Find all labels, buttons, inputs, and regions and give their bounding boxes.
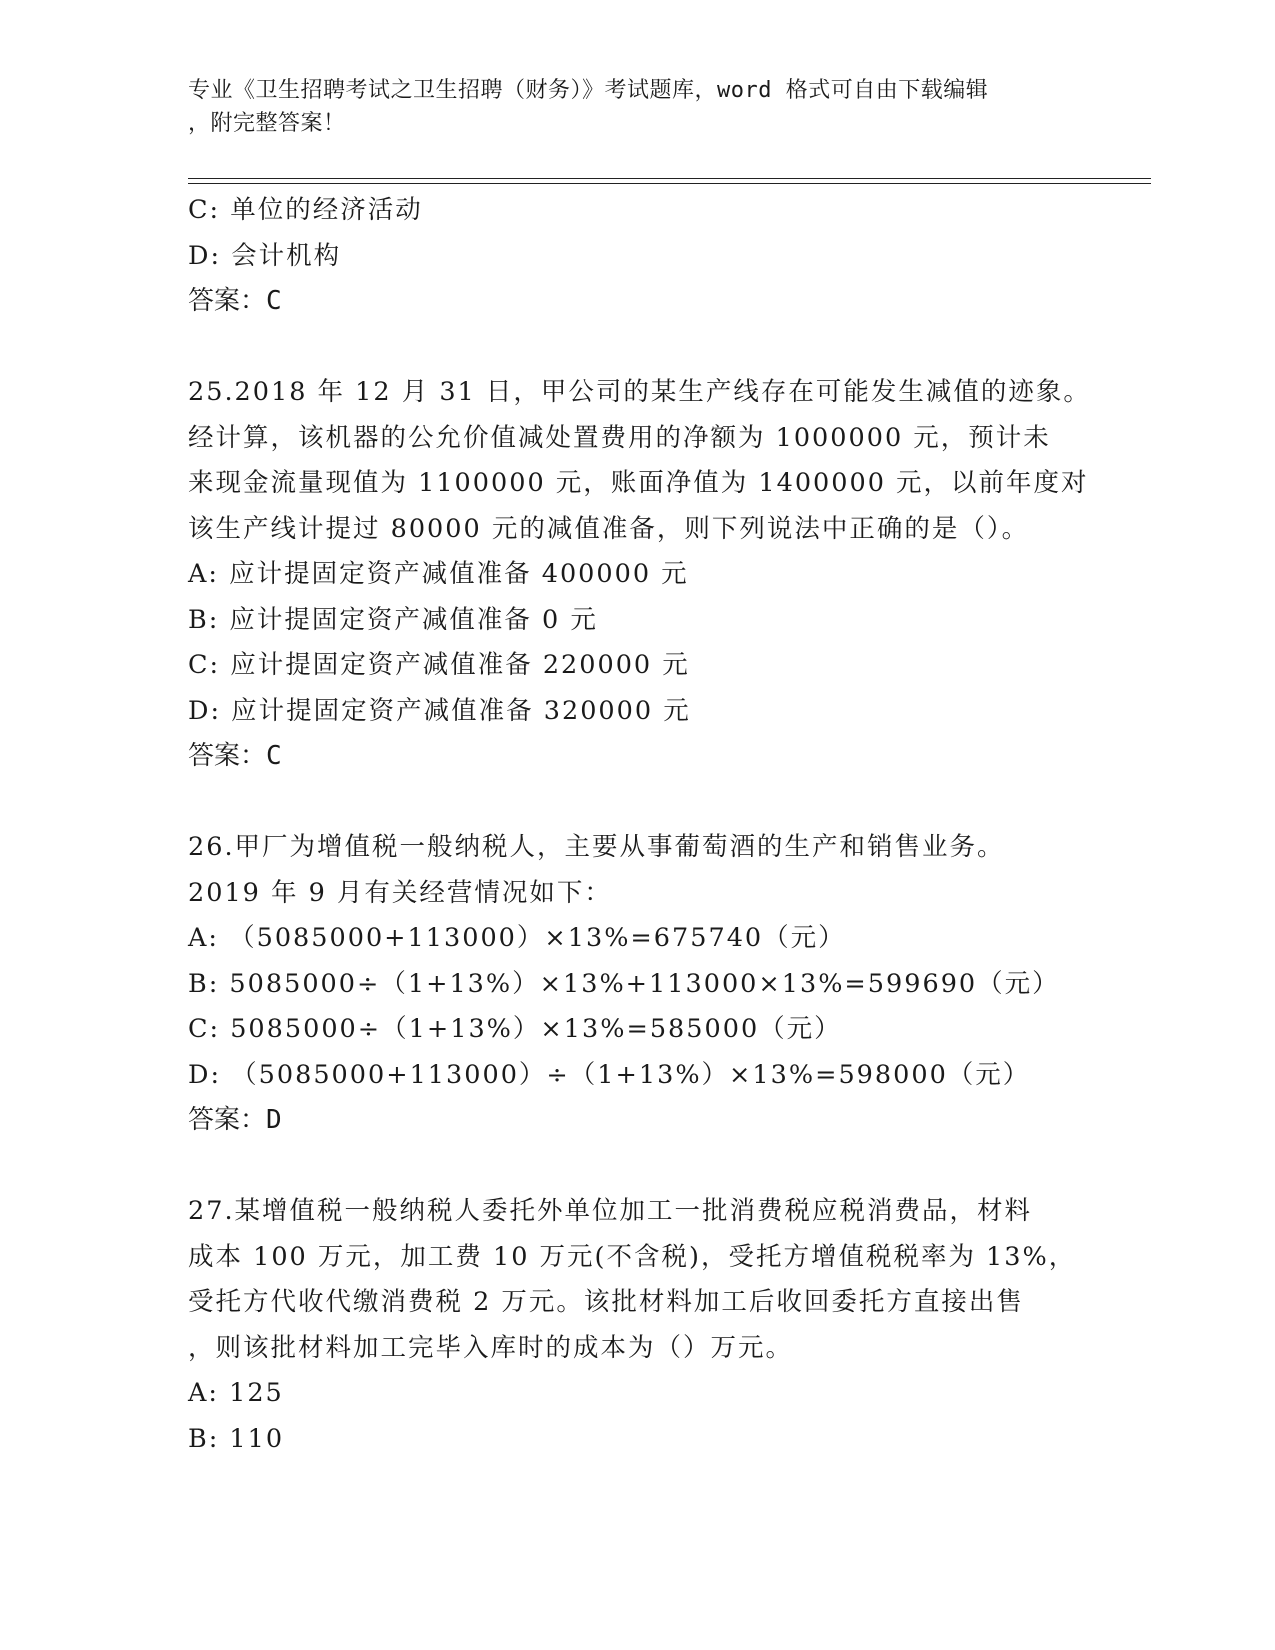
question-24-tail [188, 188, 1088, 325]
option-b: B: 应计提固定资产减值准备 0 元 [188, 604, 598, 635]
option-d: D: （5085000+113000）÷（1+13%）×13%=598000（元） [188, 1059, 1031, 1090]
question-stem-line: 来现金流量现值为 1100000 元，账面净值为 1400000 元，以前年度对 [188, 468, 1089, 498]
header-line-2: ，附完整答案！ [188, 111, 346, 136]
option-c: C: 5085000÷（1+13%）×13%=585000（元） [188, 1014, 842, 1044]
question-stem-line: 成本 100 万元，加工费 10 万元(不含税)，受托方增值税税率为 13%， [188, 1241, 1077, 1272]
option-a: A: （5085000+113000）×13%=675740（元） [188, 923, 846, 953]
document-body [188, 188, 1091, 1462]
question-stem-line: 2019 年 9 月有关经营情况如下： [188, 877, 612, 908]
option-d: D: 会计机构 [188, 240, 342, 271]
header-divider-bottom [188, 183, 1151, 184]
question-stem-line: 25.2018 年 12 月 31 日，甲公司的某生产线存在可能发生减值的迹象。 [188, 377, 1091, 407]
option-c: C: 单位的经济活动 [188, 195, 423, 225]
option-a: A: 应计提固定资产减值准备 400000 元 [188, 559, 689, 589]
option-a: A: 125 [188, 1378, 284, 1408]
spacer [188, 1144, 1088, 1190]
header-line-1: 专业《卫生招聘考试之卫生招聘（财务）》考试题库，word 格式可自由下载编辑 [188, 78, 989, 103]
option-c: C: 应计提固定资产减值准备 220000 元 [188, 650, 690, 680]
answer: 答案：C [188, 286, 282, 316]
option-d: D: 应计提固定资产减值准备 320000 元 [188, 695, 691, 726]
header-divider-top [188, 178, 1151, 179]
option-b: B: 5085000÷（1+13%）×13%+113000×13%=599690（元） [188, 968, 1060, 999]
question-stem-line: 该生产线计提过 80000 元的减值准备，则下列说法中正确的是（）。 [188, 513, 1030, 544]
option-b: B: 110 [188, 1423, 285, 1454]
spacer [188, 780, 1088, 826]
question-stem-line: 受托方代收代缴消费税 2 万元。该批材料加工后收回委托方直接出售 [188, 1287, 1024, 1317]
spacer [188, 325, 1088, 371]
answer: 答案：D [188, 1105, 282, 1135]
question-stem-line: 经计算，该机器的公允价值减处置费用的净额为 1000000 元，预计未 [188, 422, 1051, 453]
question-26 [188, 825, 1088, 1144]
question-stem-line: ，则该批材料加工完毕入库时的成本为（）万元。 [188, 1332, 794, 1363]
question-stem-line: 26.甲厂为增值税一般纳税人，主要从事葡萄酒的生产和销售业务。 [188, 832, 1005, 862]
answer: 答案：C [188, 741, 282, 771]
question-25 [188, 370, 1091, 780]
document-header [188, 74, 1088, 140]
question-stem-line: 27.某增值税一般纳税人委托外单位加工一批消费税应税消费品，材料 [188, 1196, 1033, 1226]
question-27 [188, 1189, 1088, 1462]
